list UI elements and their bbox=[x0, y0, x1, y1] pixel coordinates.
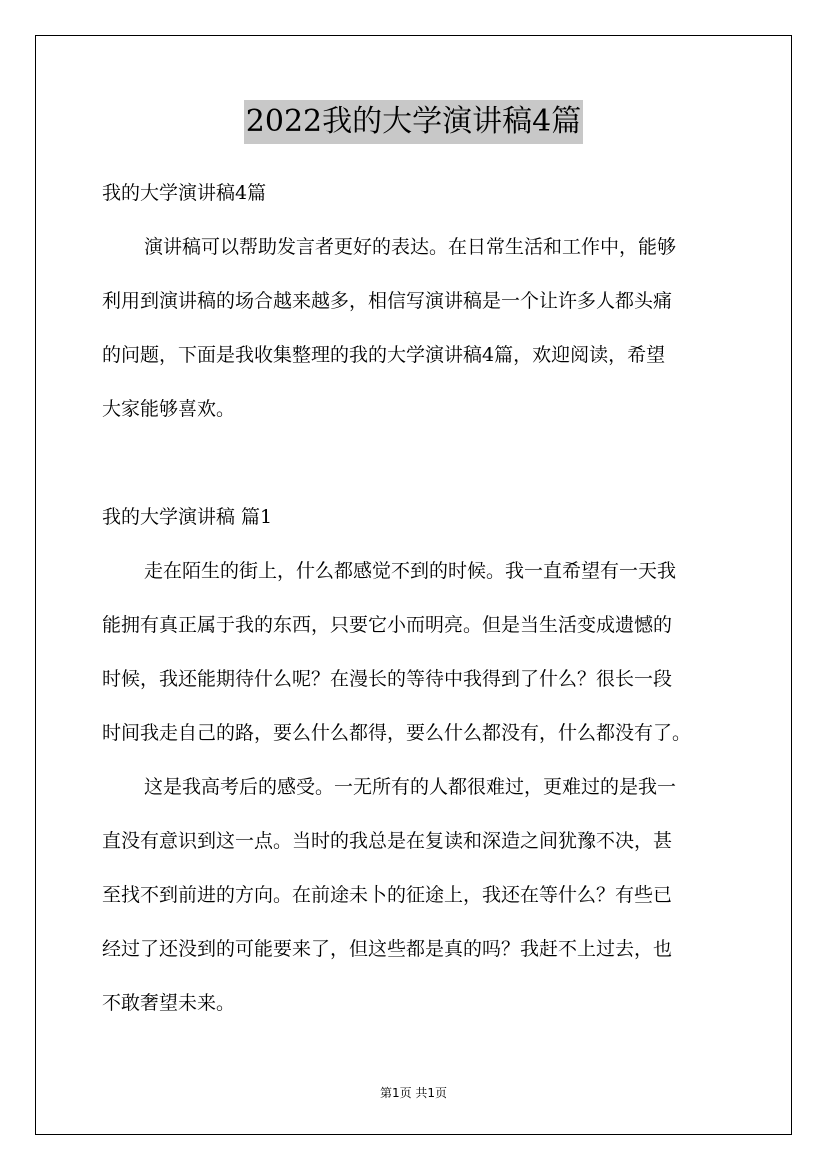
subtitle: 我的大学演讲稿4篇 bbox=[102, 182, 267, 204]
para1-line-3: 时候，我还能期待什么呢？在漫长的等待中我得到了什么？很长一段 bbox=[102, 668, 673, 690]
para2-line-2: 直没有意识到这一点。当时的我总是在复读和深造之间犹豫不决，甚 bbox=[102, 830, 673, 852]
page-footer: 第1页 共1页 bbox=[379, 1086, 448, 1100]
para2-line-5: 不敢奢望未来。 bbox=[102, 992, 236, 1014]
para2-line-3: 至找不到前进的方向。在前途未卜的征途上，我还在等什么？有些已 bbox=[102, 884, 673, 906]
intro-line-3: 的问题，下面是我收集整理的我的大学演讲稿4篇，欢迎阅读，希望 bbox=[102, 344, 666, 366]
intro-line-4: 大家能够喜欢。 bbox=[102, 398, 236, 420]
section-heading: 我的大学演讲稿 篇1 bbox=[102, 506, 273, 528]
para1-line-4: 时间我走自己的路，要么什么都得，要么什么都没有，什么都没有了。 bbox=[102, 722, 692, 744]
para1-line-1: 走在陌生的街上，什么都感觉不到的时候。我一直希望有一天我 bbox=[144, 560, 677, 582]
para1-line-2: 能拥有真正属于我的东西，只要它小而明亮。但是当生活变成遗憾的 bbox=[102, 614, 673, 636]
title-container bbox=[0, 100, 827, 144]
document-title: 2022我的大学演讲稿4篇 bbox=[244, 100, 583, 144]
intro-line-1: 演讲稿可以帮助发言者更好的表达。在日常生活和工作中，能够 bbox=[144, 236, 677, 258]
para2-line-4: 经过了还没到的可能要来了，但这些都是真的吗？我赶不上过去，也 bbox=[102, 938, 673, 960]
intro-line-2: 利用到演讲稿的场合越来越多，相信写演讲稿是一个让许多人都头痛 bbox=[102, 290, 673, 312]
para2-line-1: 这是我高考后的感受。一无所有的人都很难过，更难过的是我一 bbox=[144, 776, 677, 798]
